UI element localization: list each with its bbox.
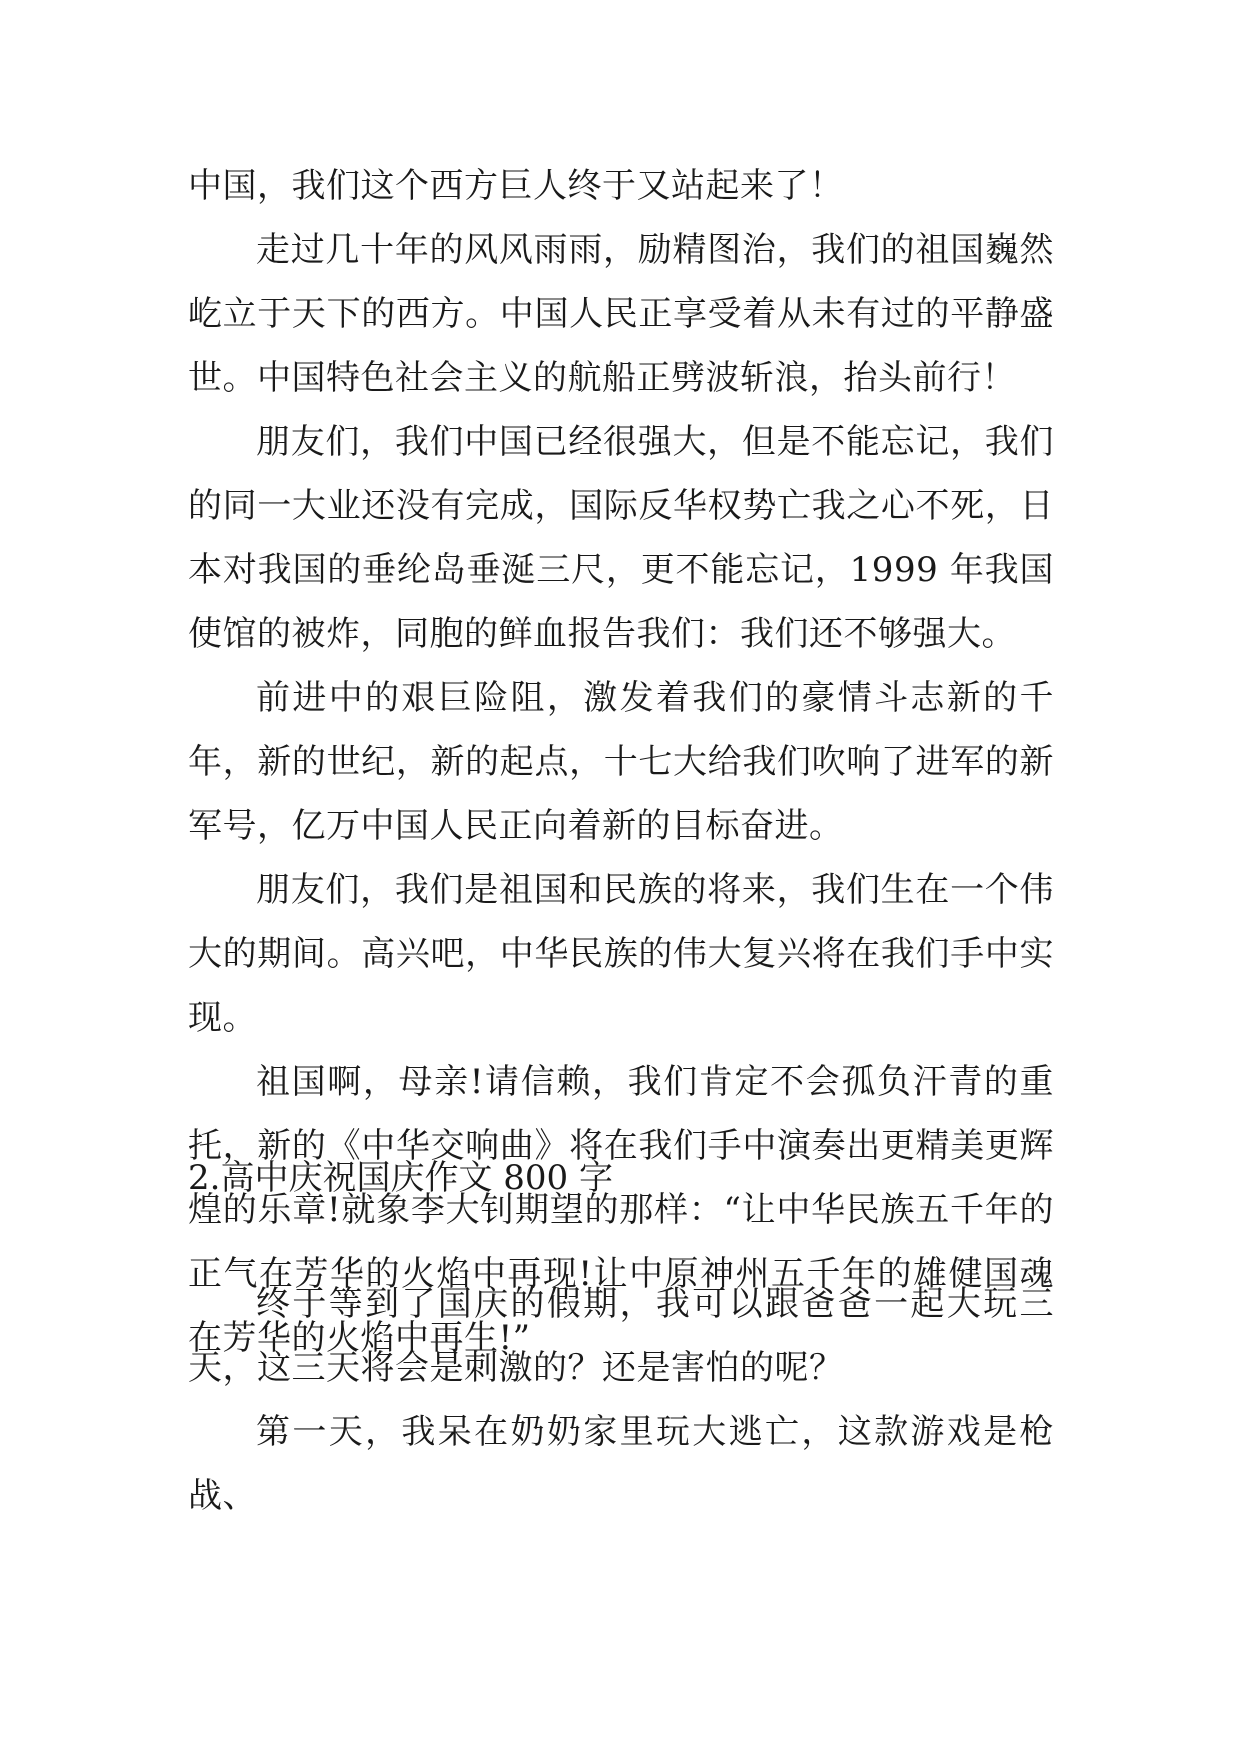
- paragraph: 前进中的艰巨险阻，激发着我们的豪情斗志新的千年，新的世纪，新的起点，十七大给我们吹响了进军的新军号，亿万中国人民正向着新的目标奋进。: [188, 678, 1054, 846]
- paragraph: 朋友们，我们中国已经很强大，但是不能忘记，我们的同一大业还没有完成，国际反华权势亡我之心不死，日本对我国的垂纶岛垂涎三尺，更不能忘记，1999 年我国使馆的被炸，同胞的鲜血报告我们：我们还不够强大。: [188, 422, 1054, 654]
- paragraph: 第一天，我呆在奶奶家里玩大逃亡，这款游戏是枪战、: [188, 1412, 1054, 1516]
- paragraph: 中国，我们这个西方巨人终于又站起来了！: [188, 166, 844, 206]
- paragraph: 朋友们，我们是祖国和民族的将来，我们生在一个伟大的期间。高兴吧，中华民族的伟大复兴将在我们手中实现。: [188, 870, 1054, 1038]
- paragraph: 祖国啊，母亲!请信赖，我们肯定不会孤负汗青的重托，新的《中华交响曲》将在我们手中演奏出更精美更辉煌的乐章!就象李大钊期望的那样：“让中华民族五千年的正气在芳华的火焰中再现!让中原神州五千年的雄健国魂在芳华的火焰中再生!”: [188, 1062, 1054, 1358]
- paragraph: 走过几十年的风风雨雨，励精图治，我们的祖国巍然屹立于天下的西方。中国人民正享受着从未有过的平静盛世。中国特色社会主义的航船正劈波斩浪，抬头前行！: [188, 230, 1054, 398]
- paragraph: 终于等到了国庆的假期，我可以跟爸爸一起大玩三天，这三天将会是刺激的？还是害怕的呢？: [188, 1284, 1054, 1388]
- essay-2-body: [188, 1272, 1054, 1528]
- section-heading: 2.高中庆祝国庆作文 800 字: [188, 1158, 613, 1198]
